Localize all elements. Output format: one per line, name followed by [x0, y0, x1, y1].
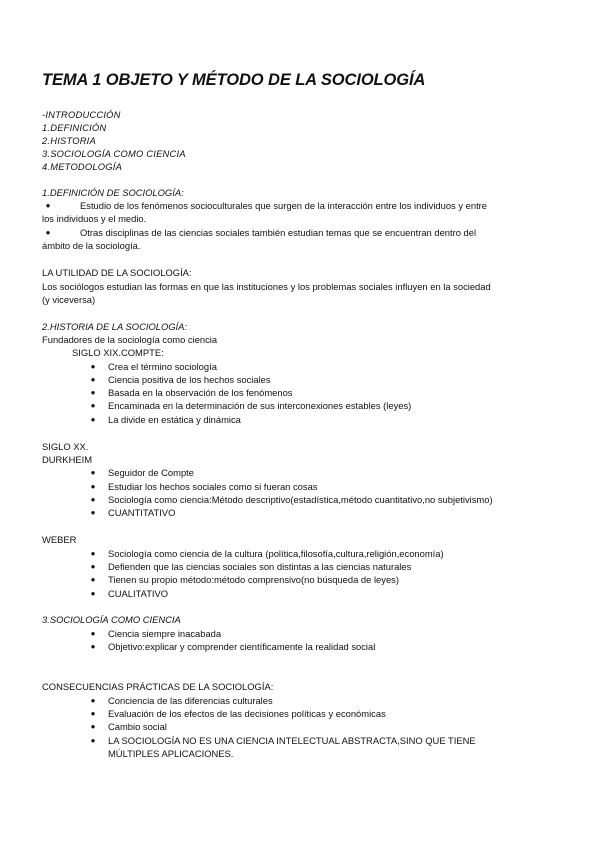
- section-heading-historia: 2.HISTORIA DE LA SOCIOLOGÍA:: [42, 321, 188, 332]
- bullet-icon: ●: [90, 575, 96, 584]
- bullet-icon: ●: [90, 722, 96, 731]
- toc-item: 4.METODOLOGÍA: [42, 161, 123, 172]
- bullet-icon: ●: [90, 468, 96, 477]
- subheading-siglo-xix: SIGLO XIX.COMPTE:: [72, 347, 164, 358]
- list-item: Encaminada en la determinación de sus interconexiones estables (leyes): [108, 400, 412, 411]
- list-item: Basada en la observación de los fenómenos: [108, 387, 293, 398]
- subheading-durkheim: DURKHEIM: [42, 454, 93, 465]
- list-item: LA SOCIOLOGÍA NO ES UNA CIENCIA INTELECTUAL ABSTRACTA,SINO QUE TIENE: [108, 735, 476, 746]
- bullet-icon: ●: [90, 642, 96, 651]
- bullet-icon: ●: [45, 228, 51, 237]
- list-item: Cambio social: [108, 721, 167, 732]
- bullet-icon: ●: [90, 736, 96, 745]
- bullet-icon: ●: [90, 709, 96, 718]
- bullet-icon: ●: [90, 562, 96, 571]
- subheading-siglo-xx: SIGLO XX.: [42, 441, 89, 452]
- paragraph-line: (y viceversa): [42, 294, 96, 305]
- list-item: Seguidor de Compte: [108, 467, 194, 478]
- bullet-icon: ●: [90, 362, 96, 371]
- bullet-icon: ●: [90, 495, 96, 504]
- paragraph-line: Los sociólogos estudian las formas en que las instituciones y los problemas sociales influyen en la sociedad: [42, 281, 491, 292]
- section-heading-consecuencias: CONSECUENCIAS PRÁCTICAS DE LA SOCIOLOGÍA:: [42, 681, 274, 692]
- list-item: Estudiar los hechos sociales como si fueran cosas: [108, 481, 318, 492]
- list-item: Defienden que las ciencias sociales son distintas a las ciencias naturales: [108, 561, 412, 572]
- list-item: CUALITATIVO: [108, 588, 169, 599]
- section-heading-definicion: 1.DEFINICIÓN DE SOCIOLOGÍA:: [42, 187, 184, 198]
- paragraph-line: Otras disciplinas de las ciencias sociales también estudian temas que se encuentran dentro del: [80, 227, 477, 238]
- list-item: La divide en estática y dinámica: [108, 414, 241, 425]
- paragraph-line: ámbito de la sociología.: [42, 240, 141, 251]
- list-item: Evaluación de los efectos de las decisiones políticas y económicas: [108, 708, 386, 719]
- list-item: Tienen su propio método:método comprensivo(no búsqueda de leyes): [108, 574, 399, 585]
- section-heading-utilidad: LA UTILIDAD DE LA SOCIOLOGÍA:: [42, 267, 192, 278]
- toc-item: -INTRODUCCIÓN: [42, 109, 121, 120]
- bullet-icon: ●: [90, 589, 96, 598]
- bullet-icon: ●: [90, 388, 96, 397]
- paragraph-line: los individuos y el medio.: [42, 213, 147, 224]
- toc-item: 1.DEFINICIÓN: [42, 122, 107, 133]
- bullet-icon: ●: [90, 415, 96, 424]
- bullet-icon: ●: [90, 549, 96, 558]
- list-item: Sociología como ciencia:Método descriptivo(estadística,método cuantitativo,no subjetivismo): [108, 494, 493, 505]
- bullet-icon: ●: [90, 508, 96, 517]
- list-item: Crea el término sociología: [108, 361, 217, 372]
- list-item: CUANTITATIVO: [108, 507, 176, 518]
- bullet-icon: ●: [90, 375, 96, 384]
- toc-item: 3.SOCIOLOGÍA COMO CIENCIA: [42, 148, 186, 159]
- list-item: Ciencia positiva de los hechos sociales: [108, 374, 271, 385]
- subheading-weber: WEBER: [42, 534, 77, 545]
- list-item: Objetivo:explicar y comprender científicamente la realidad social: [108, 641, 376, 652]
- list-item: Ciencia siempre inacabada: [108, 628, 222, 639]
- paragraph-line: Estudio de los fenómenos socioculturales que surgen de la interacción entre los individuos y entre: [80, 200, 488, 211]
- bullet-icon: ●: [90, 482, 96, 491]
- section-heading-ciencia: 3.SOCIOLOGÍA COMO CIENCIA: [42, 614, 181, 625]
- bullet-icon: ●: [90, 401, 96, 410]
- list-item-continuation: MÚLTIPLES APLICACIONES.: [108, 748, 234, 759]
- list-item: Conciencia de las diferencias culturales: [108, 695, 273, 706]
- subheading-fundadores: Fundadores de la sociología como ciencia: [42, 334, 218, 345]
- bullet-icon: ●: [90, 696, 96, 705]
- toc-item: 2.HISTORIA: [42, 135, 96, 146]
- document-title: TEMA 1 OBJETO Y MÉTODO DE LA SOCIOLOGÍA: [42, 71, 426, 89]
- bullet-icon: ●: [90, 629, 96, 638]
- list-item: Sociología como ciencia de la cultura (política,filosofía,cultura,religión,economía): [108, 548, 444, 559]
- bullet-icon: ●: [45, 201, 51, 210]
